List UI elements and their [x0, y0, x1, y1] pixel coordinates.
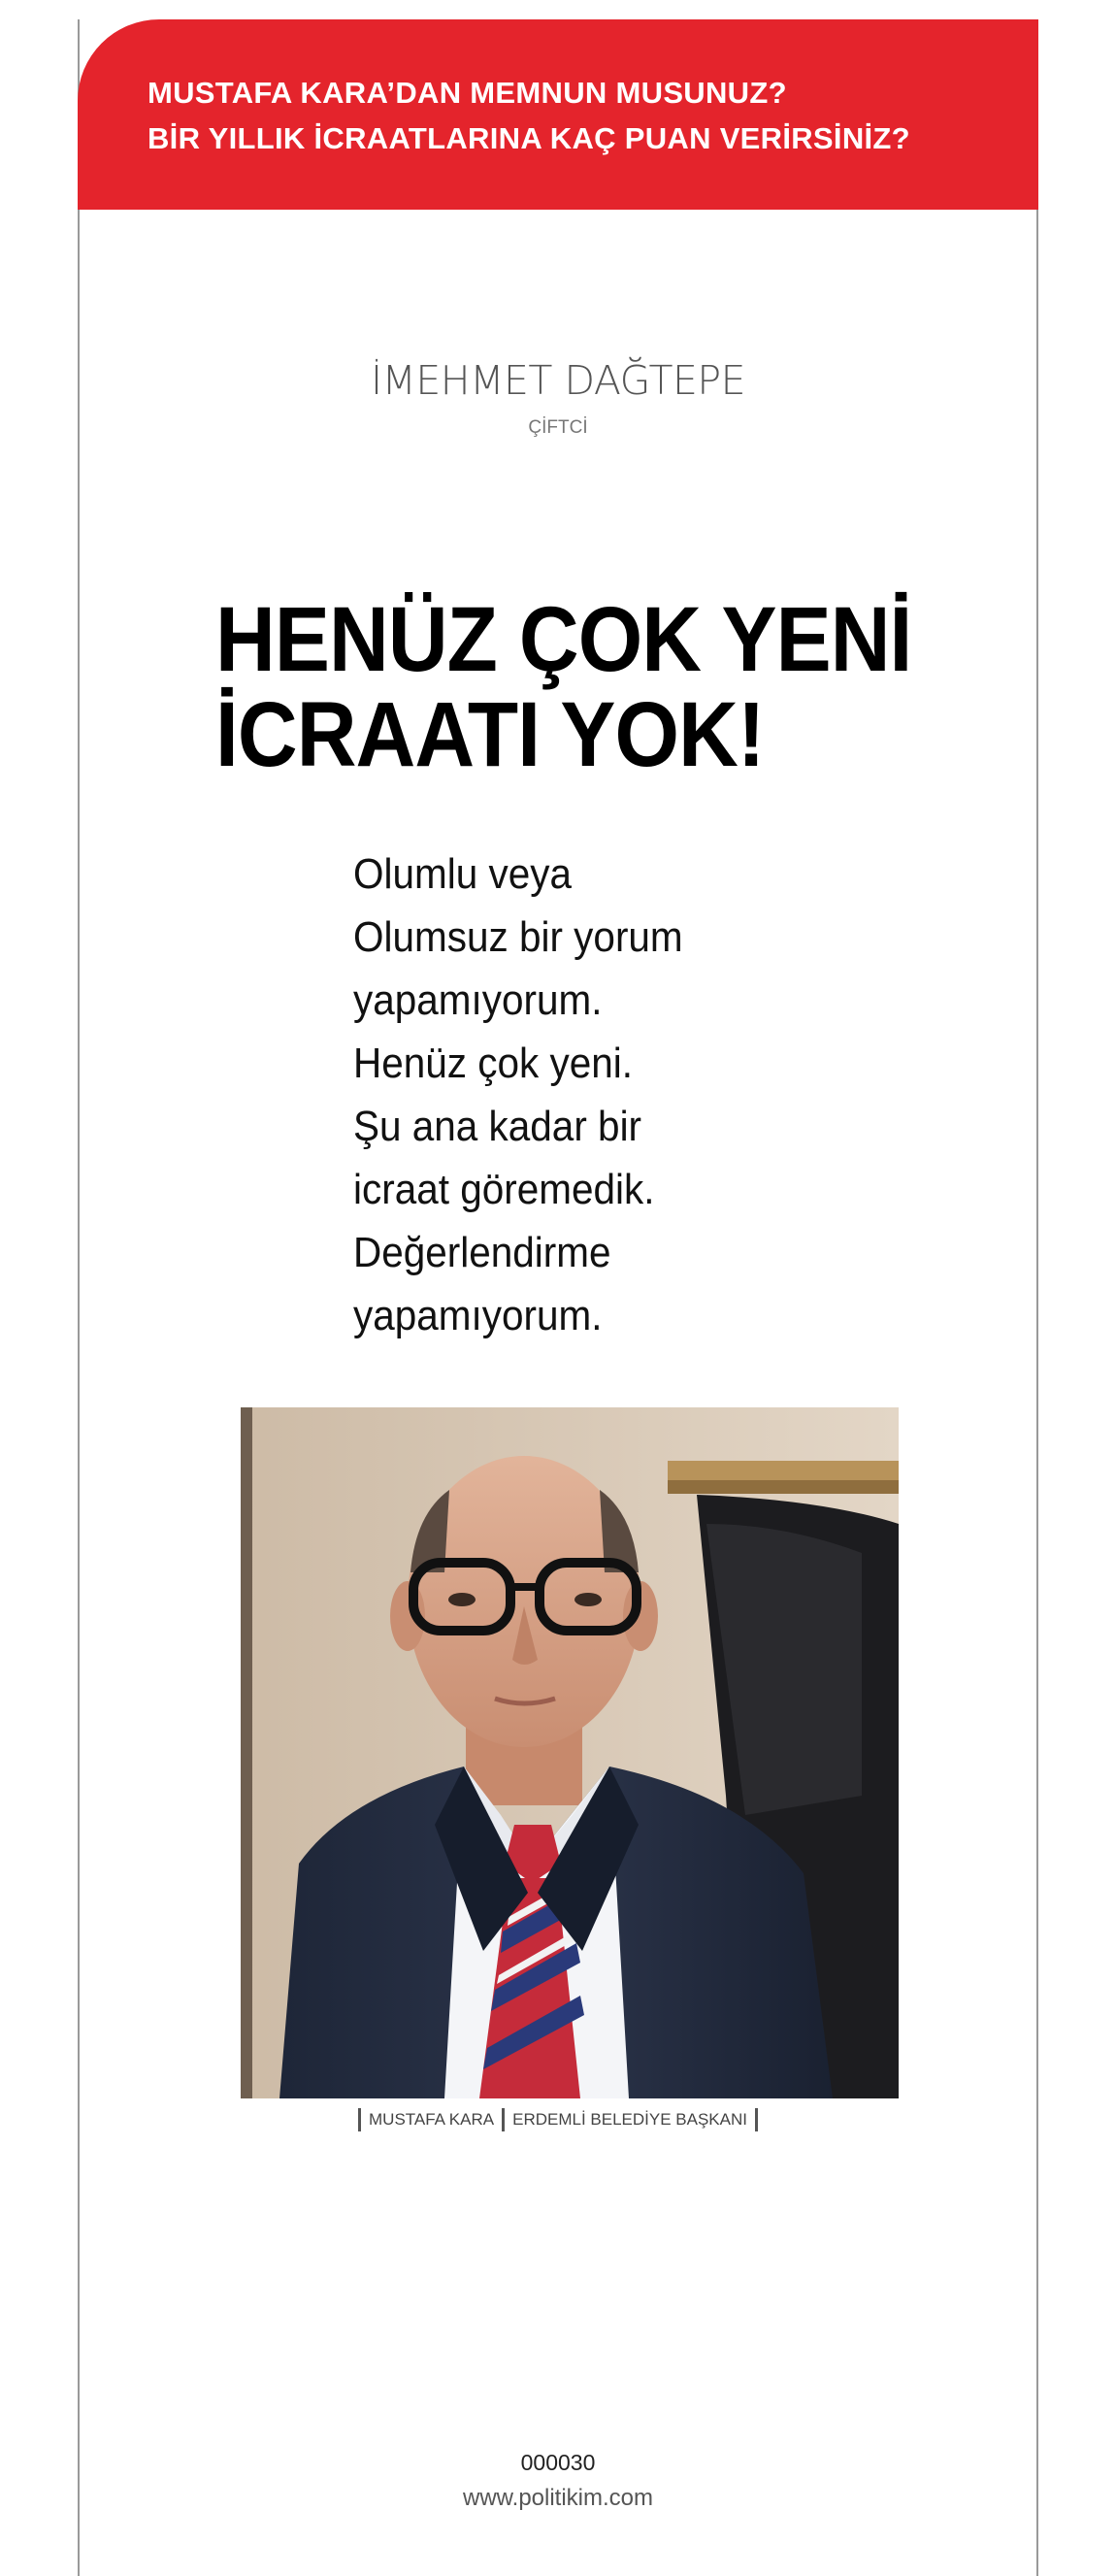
caption-name: MUSTAFA KARA: [369, 2110, 495, 2129]
mayor-portrait-photo: [241, 1407, 899, 2098]
quote-line: yapamıyorum.: [353, 1292, 603, 1339]
quote-text: [353, 842, 877, 1347]
caption-divider: [502, 2108, 505, 2131]
header-question-line-2: BİR YILLIK İCRAATLARINA KAÇ PUAN VERİRSİNİZ?: [148, 121, 910, 155]
footer-website: www.politikim.com: [462, 2485, 654, 2511]
respondent-name: İMEHMET DAĞTEPE: [370, 357, 746, 404]
headline: [215, 588, 953, 786]
quote-line: Değerlendirme: [353, 1229, 611, 1276]
quote-line: Olumlu veya: [353, 850, 572, 898]
header-banner: [78, 19, 1038, 210]
quote-line: yapamıyorum.: [353, 976, 603, 1024]
respondent-role: ÇİFTCİ: [528, 417, 588, 438]
headline-line-1: HENÜZ ÇOK YENİ: [215, 588, 912, 691]
quote-line: Olumsuz bir yorum: [353, 913, 683, 961]
photo-caption: [0, 2108, 1116, 2131]
caption-divider: [358, 2108, 361, 2131]
quote-line: Henüz çok yeni.: [353, 1040, 634, 1087]
quote-line: Şu ana kadar bir: [353, 1103, 642, 1150]
headline-line-2: İCRAATI YOK!: [215, 683, 765, 786]
quote-line: icraat göremedik.: [353, 1166, 655, 1213]
header-question-line-1: MUSTAFA KARA’DAN MEMNUN MUSUNUZ?: [148, 76, 787, 110]
caption-divider: [755, 2108, 758, 2131]
footer-code: 000030: [520, 2450, 596, 2475]
caption-title: ERDEMLİ BELEDİYE BAŞKANI: [512, 2110, 747, 2129]
